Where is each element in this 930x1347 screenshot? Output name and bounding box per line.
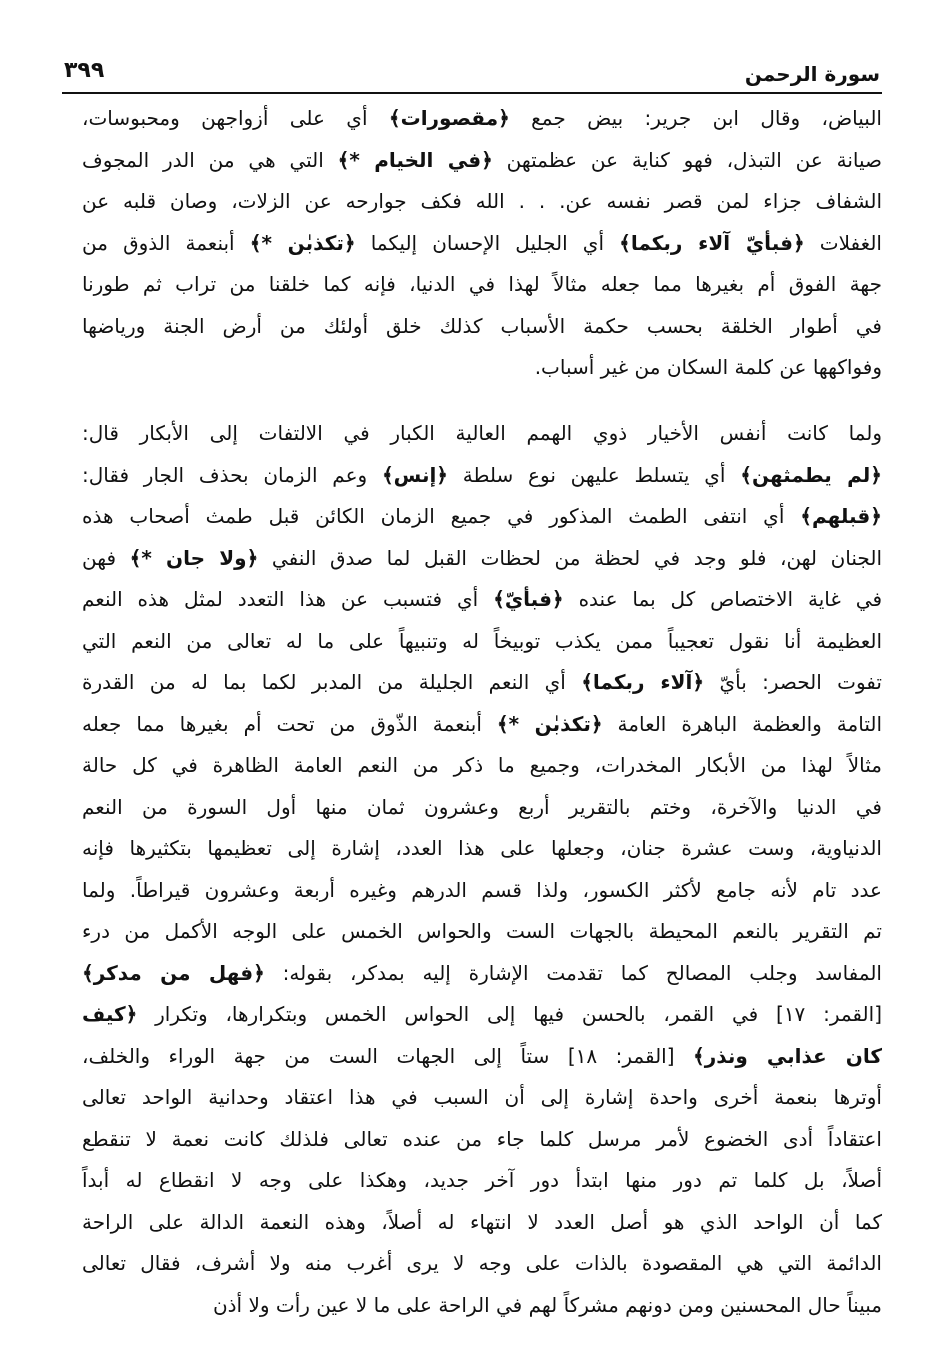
quran-term: ﴿لم يطمثهن﴾: [740, 462, 882, 487]
quran-term: ﴿تكذبٰن *﴾: [496, 711, 603, 736]
text-segment: البياض، وقال ابن جرير: بيض جمع: [509, 106, 882, 130]
text-line: [82, 1285, 882, 1327]
quran-term: ﴿فهل من مدكر﴾: [82, 960, 265, 985]
text-segment: الجنان لهن، فلو وجد في لحظة من لحظات القبل لما صدق النفي: [258, 545, 882, 570]
text-segment: وفواكهها عن كلمة السكان من غير أسباب.: [534, 355, 882, 379]
text-line: [82, 579, 882, 621]
quran-term: ﴿إنس﴾: [381, 462, 449, 487]
text-line: [82, 1202, 882, 1244]
quran-term: ﴿ولا جان *﴾: [129, 545, 259, 570]
text-segment: التي هي من الدر المجوف: [82, 147, 338, 172]
text-segment: تفوت الحصر: بأيّ: [704, 670, 882, 694]
text-line: [82, 704, 882, 746]
quran-term: كان عذابي ونذر﴾: [693, 1043, 883, 1068]
text-segment: الغفلات: [804, 230, 882, 255]
text-line: [82, 870, 882, 912]
text-line: [82, 347, 882, 389]
quran-term: ﴿فبأيّ﴾: [493, 587, 564, 611]
text-segment: أي على أزواجهن ومحبوسات،: [82, 106, 389, 130]
text-segment: أبنعمة الذوق من: [82, 230, 250, 255]
quran-term: ﴿فبأيّ آلاء ربكما﴾: [619, 230, 805, 255]
text-line: [82, 1036, 882, 1078]
text-line: [82, 662, 882, 704]
text-segment: الشفاف جزاء لمن قصر نفسه عن. . . الله فكف جوارحه عن الزلات، وصان قلبه عن: [82, 189, 882, 213]
text-line: [82, 306, 882, 348]
text-segment: أوترها بنعمة أخرى واحدة إشارة إلى أن السبب في هذا اعتقاد وحدانية الواحد تعالى: [82, 1085, 882, 1109]
text-segment: أي فتسبب عن هذا التعدد لمثل هذه النعم: [82, 587, 494, 611]
page-number: ٣٩٩: [64, 58, 105, 83]
text-segment: جهة الفوق أم بغيرها مما جعله مثالاً لهذا في الدنيا، فإنه كما خلقنا من تراب ثم طورنا: [82, 272, 882, 296]
quran-term: ﴿كيف: [82, 1002, 138, 1026]
text-segment: مبيناً حال المحسنين ومن دونهم مشركاً لهم في الراحة على ما لا عين رأت ولا أذن: [212, 1292, 882, 1317]
text-segment: العظيمة أنا نقول تعجيباً ممن يكذب توبيخاً له وتنبيهاً على ما له تعالى من النعم التي: [82, 628, 882, 653]
paragraph-1: [82, 98, 882, 389]
text-segment: أي يتسلط عليهن نوع سلطة: [448, 462, 741, 487]
text-line: [82, 538, 882, 580]
text-segment: صيانة عن التبذل، فهو كناية عن عظمتهن: [492, 147, 883, 172]
quran-term: ﴿قبلهم﴾: [800, 504, 882, 528]
text-line: [82, 911, 882, 953]
text-segment: في غاية الاختصاص كل بما عنده: [563, 587, 883, 611]
text-segment: أي انتفى الطمث المذكور في جميع الزمان الكائن قبل طمث أصحاب هذه: [82, 504, 801, 528]
text-line: [82, 496, 882, 538]
text-segment: عدد تام لأنه جامع لأكثر الكسور، ولذا قسم الدرهم وغيره أربعة وعشرون قيراطاً. ولما: [82, 877, 882, 902]
text-line: [82, 413, 882, 455]
quran-term: ﴿في الخيام *﴾: [337, 147, 493, 172]
text-segment: تم التقرير بالنعم المحيطة بالجهات الست والحواس الخمس على الوجه الأكمل من درء: [82, 919, 882, 943]
text-line: [82, 1119, 882, 1161]
text-segment: أصلاً، بل كلما تم دور منها ابتدأ دور آخر جديد، وهكذا على وجه لا انقطاع له أبداً: [82, 1168, 882, 1192]
text-segment: أي الجليل الإحسان إليكما: [355, 230, 620, 255]
text-segment: ولما كانت أنفس الأخيار ذوي الهمم العالية الكبار في الالتفات إلى الأبكار قال:: [82, 421, 882, 445]
text-segment: الدنياوية، وست عشرة جنان، وجعلها على هذا العدد، إشارة إلى تعظيمها بتكثيرها فإنه: [82, 836, 882, 860]
header-rule: [62, 92, 882, 94]
text-line: [82, 828, 882, 870]
text-line: [82, 953, 882, 995]
text-segment: المفاسد وجلب المصالح كما تقدمت الإشارة إليه بمدكر، بقوله:: [264, 960, 882, 985]
text-segment: [القمر: ١٨] ستاً إلى الجهات الست من جهة الوراء والخلف،: [82, 1043, 694, 1068]
text-line: [82, 1160, 882, 1202]
text-segment: وعم الزمان بحذف الجار فقال:: [82, 462, 382, 487]
text-line: [82, 223, 882, 265]
text-line: [82, 745, 882, 787]
text-line: [82, 98, 882, 140]
quran-term: ﴿آلاء ربكما﴾: [581, 670, 705, 694]
text-segment: مثالاً لهذا من الأبكار المخدرات، وجميع ما ذكر من النعم العامة الظاهرة في كل حالة: [82, 753, 882, 777]
text-segment: فهن: [82, 545, 130, 570]
text-line: [82, 140, 882, 182]
text-line: [82, 994, 882, 1036]
text-line: [82, 787, 882, 829]
quran-term: ﴿مقصورات﴾: [388, 106, 510, 130]
text-line: [82, 1243, 882, 1285]
text-line: [82, 264, 882, 306]
text-line: [82, 621, 882, 663]
quran-term: ﴿تكذبٰن *﴾: [249, 230, 356, 255]
text-segment: في الدنيا والآخرة، وختم بالتقرير أربع وعشرون ثمان منها أول السورة من النعم: [82, 794, 882, 819]
text-line: [82, 455, 882, 497]
running-title: سورة الرحمن: [744, 62, 880, 86]
text-segment: [القمر: ١٧] في القمر، بالحسن فيها إلى الحواس الخمس وبتكرارها، وتكرار: [137, 1002, 883, 1026]
text-segment: أي النعم الجليلة من المدبر لكما بما له من القدرة: [82, 670, 582, 694]
text-line: [82, 181, 882, 223]
text-segment: أبنعمة الذّوق من تحت أم بغيرها مما جعله: [82, 711, 497, 736]
text-line: [82, 1077, 882, 1119]
text-segment: التامة والعظمة الباهرة العامة: [602, 711, 882, 736]
text-segment: كما أن الواحد الذي هو أصل العدد لا انتهاء له أصلاً، وهذه النعمة الدالة على الراحة: [82, 1209, 882, 1234]
text-segment: في أطوار الخلقة بحسب حكمة الأسباب كذلك خلق أولئك من أرض الجنة ورياضها: [82, 313, 882, 338]
text-segment: الدائمة التي هي المقصودة بالذات على وجه لا يرى أغرب منه ولا أشرف، فقال تعالى: [82, 1251, 882, 1275]
text-segment: اعتقاداً أدى الخضوع لأمر مرسل كلما جاء من عنده تعالى فلذلك كانت نعمة لا تنقطع: [82, 1126, 882, 1151]
paragraph-2: [82, 413, 882, 1326]
